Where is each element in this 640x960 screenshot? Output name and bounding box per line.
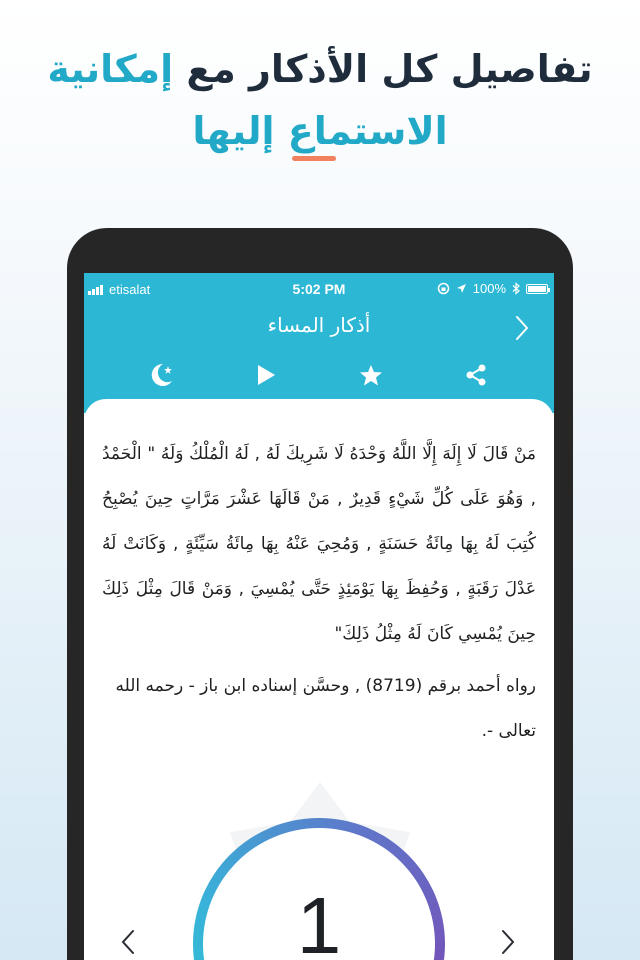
play-icon xyxy=(256,364,276,386)
promo-headline xyxy=(0,38,640,162)
battery-icon xyxy=(526,284,548,294)
headline-underline xyxy=(292,156,336,161)
promo-line-1 xyxy=(0,38,640,100)
promo-line-2: الاستماع إليها xyxy=(192,109,448,153)
status-time: 5:02 PM xyxy=(292,281,346,297)
dhikr-text: مَنْ قَالَ لَا إِلَهَ إِلَّا اللَّهُ وَحْدَهُ لَا شَرِيكَ لَهُ , لَهُ الْمُلْكُ وَلَهُ " الْحَمْدُ , وَهُوَ عَلَى كُلِّ شَيْءٍ قَدِيرٌ , مَنْ قَالَهَا عَشْرَ مَرَّاتٍ حِينَ يُصْبِحُ كُتِبَ لَهُ بِهَا مِائَةُ حَسَنَةٍ , وَمُحِيَ عَنْهُ بِهَا مِائَةُ سَيِّئَةٍ , وَكَانَتْ لَهُ عَدْلَ رَقَبَةٍ , وَحُفِظَ بِهَا يَوْمَئِذٍ حَتَّى يُمْسِيَ , وَمَنْ قَالَ مِثْلَ ذَلِكَ حِينَ يُمْسِي كَانَ لَهُ مِثْلُ ذَلِكَ" xyxy=(102,444,536,644)
location-icon xyxy=(456,283,467,294)
orientation-lock-icon xyxy=(437,282,450,295)
previous-button[interactable] xyxy=(116,927,140,957)
play-button[interactable] xyxy=(249,360,283,390)
chevron-right-icon xyxy=(501,929,515,955)
share-button[interactable] xyxy=(459,360,493,390)
favorite-button[interactable] xyxy=(354,360,388,390)
counter-value: 1 xyxy=(296,881,342,960)
night-mode-button[interactable] xyxy=(145,360,179,390)
dhikr-source: رواه أحمد برقم (8719) , وحسَّن إسناده ابن باز - رحمه الله تعالى -. xyxy=(115,676,536,741)
carrier-name: etisalat xyxy=(109,282,151,297)
promo-line-1-main: تفاصيل كل الأذكار مع xyxy=(173,47,593,91)
app-header xyxy=(84,273,554,413)
page-title: أذكار المساء xyxy=(267,313,371,337)
battery-percent: 100% xyxy=(472,281,506,296)
status-bar xyxy=(84,273,554,305)
share-icon xyxy=(465,364,487,386)
chevron-right-icon xyxy=(515,315,529,341)
chevron-left-icon xyxy=(121,929,135,955)
next-button[interactable] xyxy=(496,927,520,957)
status-right xyxy=(437,281,548,296)
back-button[interactable] xyxy=(510,313,534,343)
promo-line-1-accent: إمكانية xyxy=(47,47,174,91)
night-mode-icon xyxy=(148,362,176,388)
star-icon xyxy=(359,364,383,387)
bluetooth-icon xyxy=(512,282,520,295)
